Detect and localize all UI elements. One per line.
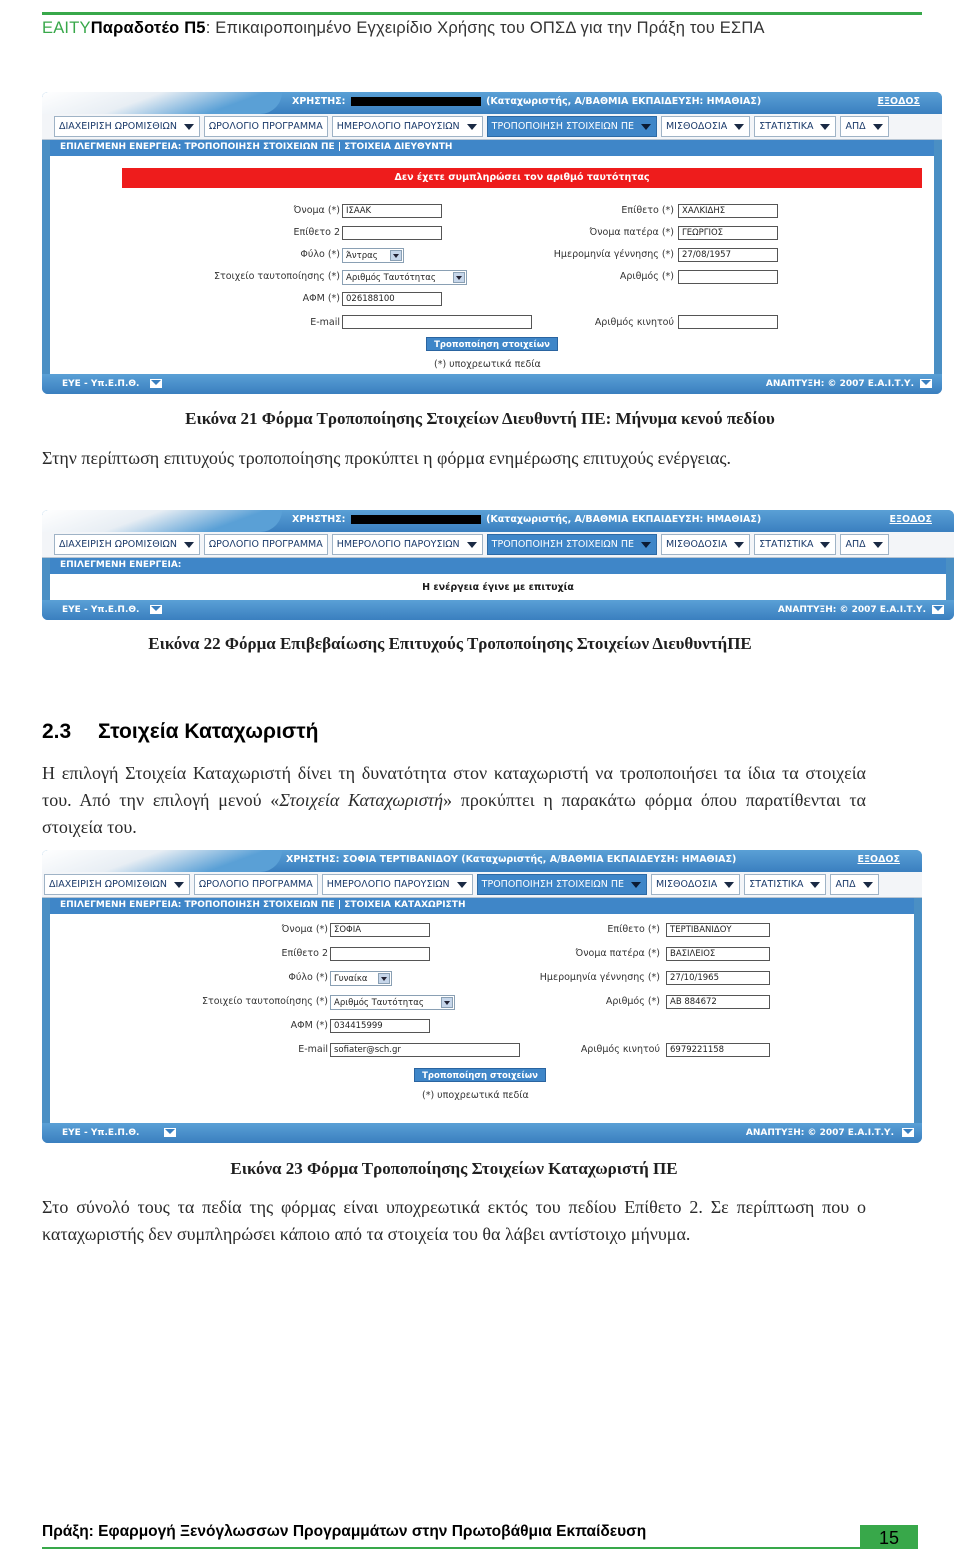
mail-icon[interactable] [150, 605, 162, 614]
menu-timetable[interactable] [204, 116, 328, 137]
submit-button[interactable]: Τροποποίηση στοιχείων [414, 1068, 546, 1082]
chevron-down-icon[interactable] [638, 535, 652, 554]
footer-right: ΑΝΑΠΤΥΞΗ: © 2007 Ε.Α.Ι.Τ.Υ. [745, 1128, 894, 1138]
label-birth: Ημερομηνία γέννησης (*) [539, 972, 660, 983]
chevron-down-icon [441, 997, 453, 1008]
menu-label: ΩΡΟΛΟΓΙΟ ΠΡΟΓΡΑΜΜΑ [208, 121, 323, 132]
footer-left: ΕΥΕ - Υπ.Ε.Π.Θ. [62, 1128, 140, 1138]
top-bar [42, 850, 922, 872]
selected-action-bar: ΕΠΙΛΕΓΜΕΝΗ ΕΝΕΡΓΕΙΑ: [50, 558, 946, 574]
menu-label: ΗΜΕΡΟΛΟΓΙΟ ΠΑΡΟΥΣΙΩΝ [336, 539, 460, 550]
figure-21-caption: Εικόνα 21 Φόρμα Τροποποίησης Στοιχείων Διευθυντή ΠΕ: Μήνυμα κενού πεδίου [185, 409, 775, 428]
menu-attendance[interactable] [332, 116, 483, 137]
label-number: Αριθμός (*) [605, 996, 660, 1007]
input-email[interactable]: sofiater@sch.gr [330, 1043, 520, 1057]
input-email[interactable] [342, 315, 532, 329]
menu-edit-details[interactable] [477, 874, 647, 895]
menu-statistics[interactable] [754, 534, 836, 555]
label-gender: Φύλο (*) [300, 249, 340, 260]
label-gender: Φύλο (*) [288, 972, 328, 983]
menu-label: ΣΤΑΤΙΣΤΙΚΑ [759, 539, 814, 550]
logout-link[interactable]: ΕΞΟΔΟΣ [877, 96, 920, 107]
chevron-down-icon[interactable] [731, 535, 745, 554]
para2-menu-name: Στοιχεία Καταχωριστή [279, 790, 444, 810]
chevron-down-icon[interactable] [628, 875, 642, 894]
menu-attendance[interactable] [332, 534, 483, 555]
document-footer [42, 1523, 922, 1549]
para2-before: Η επιλογή Στοιχεία Καταχωριστή δίνει τη δυνατότητα στον καταχωριστή να τροποποιήσει τα ίδια τα στοιχεία του. Από την επιλογή μενού « [42, 763, 866, 810]
logout-link[interactable]: ΕΞΟΔΟΣ [889, 514, 932, 525]
chevron-down-icon[interactable] [860, 875, 874, 894]
menu-statistics[interactable] [754, 116, 836, 137]
chevron-down-icon[interactable] [807, 875, 821, 894]
menu-hourly-management[interactable] [54, 534, 200, 555]
menu-label: ΑΠΔ [845, 121, 866, 132]
para2-after: » προκύπτει η παρακάτω φόρμα όπου παρατίθενται τα στοιχεία του. [42, 790, 866, 837]
label-afm: ΑΦΜ (*) [290, 1020, 328, 1031]
input-birth[interactable]: 27/10/1965 [666, 971, 770, 985]
chevron-down-icon [453, 272, 465, 283]
mail-icon[interactable] [164, 1128, 176, 1137]
footer-text: Πράξη: Εφαρμογή Ξενόγλωσσων Προγραμμάτων στην Πρωτοβάθμια Εκπαίδευση [42, 1523, 647, 1540]
user-info: ΧΡΗΣΤΗΣ: ΣΟΦΙΑ ΤΕΡΤΙΒΑΝΙΔΟΥ (Καταχωριστής, Α/ΒΑΘΜΙΑ ΕΚΠΑΙΔΕΥΣΗ: ΗΜΑΘΙΑΣ) [286, 854, 737, 865]
chevron-down-icon [390, 250, 402, 261]
form-area [50, 914, 914, 1123]
select-value: Αριθμός Ταυτότητας [346, 273, 436, 283]
menu-label: ΜΙΣΘΟΔΟΣΙΑ [665, 121, 728, 132]
menu-label: ΑΠΔ [835, 879, 856, 890]
chevron-down-icon[interactable] [181, 117, 195, 136]
chevron-down-icon[interactable] [181, 535, 195, 554]
top-bar [42, 510, 954, 532]
menu-label: ΗΜΕΡΟΛΟΓΙΟ ΠΑΡΟΥΣΙΩΝ [326, 879, 450, 890]
footer-right: ΑΝΑΠΤΥΞΗ: © 2007 Ε.Α.Ι.Τ.Υ. [765, 379, 914, 389]
input-name[interactable]: ΙΣΑΑΚ [342, 204, 442, 218]
label-name: Όνομα (*) [281, 924, 328, 935]
footer-bar [42, 374, 942, 394]
input-father[interactable]: ΓΕΩΡΓΙΟΣ [678, 226, 778, 240]
menu-label: ΔΙΑΧΕΙΡΙΣΗ ΩΡΟΜΙΣΘΙΩΝ [49, 879, 167, 890]
document-header [42, 12, 922, 39]
redacted-name [351, 97, 481, 106]
menu-label: ΣΤΑΤΙΣΤΙΚΑ [759, 121, 814, 132]
footer-left: ΕΥΕ - Υπ.Ε.Π.Θ. [62, 379, 140, 389]
header-title-rest: : Επικαιροποιημένο Εγχειρίδιο Χρήσης του ΟΠΣΔ για την Πράξη του ΕΣΠΑ [205, 19, 765, 37]
chevron-down-icon[interactable] [870, 535, 884, 554]
chevron-down-icon[interactable] [721, 875, 735, 894]
footer-left: ΕΥΕ - Υπ.Ε.Π.Θ. [62, 605, 140, 615]
figure-21-screenshot [42, 92, 942, 394]
select-id-type[interactable] [342, 270, 467, 285]
success-message: Η ενέργεια έγινε με επιτυχία [422, 582, 574, 593]
footer-rule [42, 1547, 860, 1549]
main-menu [42, 532, 954, 558]
user-info [292, 96, 761, 107]
label-mobile: Αριθμός κινητού [580, 1044, 660, 1055]
menu-label: ΗΜΕΡΟΛΟΓΙΟ ΠΑΡΟΥΣΙΩΝ [336, 121, 460, 132]
user-prefix: ΧΡΗΣΤΗΣ: [292, 96, 346, 107]
label-mobile: Αριθμός κινητού [594, 317, 674, 328]
paragraph-2 [42, 760, 866, 841]
top-bar [42, 92, 942, 114]
label-father: Όνομα πατέρα (*) [589, 227, 674, 238]
select-gender[interactable] [342, 248, 404, 263]
chevron-down-icon[interactable] [454, 875, 468, 894]
menu-label: ΤΡΟΠΟΠΟΙΗΣΗ ΣΤΟΙΧΕΙΩΝ ΠΕ [481, 879, 624, 890]
chevron-down-icon[interactable] [638, 117, 652, 136]
header-title [42, 17, 922, 39]
chevron-down-icon[interactable] [870, 117, 884, 136]
label-id-type: Στοιχείο ταυτοποίησης (*) [202, 996, 328, 1007]
main-menu [42, 114, 942, 140]
message-area [50, 574, 946, 600]
select-gender[interactable] [330, 971, 392, 986]
label-id-type: Στοιχείο ταυτοποίησης (*) [214, 271, 340, 282]
label-email: E-mail [298, 1044, 328, 1055]
figure-22-screenshot [42, 510, 954, 620]
label-surname: Επίθετο (*) [607, 924, 660, 935]
logo-swoosh [42, 850, 282, 872]
input-mobile[interactable]: 6979221158 [666, 1043, 770, 1057]
input-number[interactable] [678, 270, 778, 284]
menu-edit-details[interactable] [487, 534, 657, 555]
input-birth[interactable]: 27/08/1957 [678, 248, 778, 262]
menu-label: ΤΡΟΠΟΠΟΙΗΣΗ ΣΤΟΙΧΕΙΩΝ ΠΕ [491, 121, 634, 132]
menu-timetable[interactable] [204, 534, 328, 555]
menu-apd[interactable] [840, 116, 888, 137]
logout-link[interactable]: ΕΞΟΔΟΣ [857, 854, 900, 865]
input-surname[interactable]: ΤΕΡΤΙΒΑΝΙΔΟΥ [666, 923, 770, 937]
chevron-down-icon[interactable] [731, 117, 745, 136]
input-mobile[interactable] [678, 315, 778, 329]
chevron-down-icon[interactable] [817, 117, 831, 136]
submit-button[interactable]: Τροποποίηση στοιχείων [426, 337, 558, 351]
section-title: Στοιχεία Καταχωριστή [98, 720, 319, 743]
label-father: Όνομα πατέρα (*) [575, 948, 660, 959]
menu-apd[interactable] [830, 874, 878, 895]
logo-swoosh [42, 92, 282, 114]
mail-icon[interactable] [902, 1128, 914, 1137]
input-father[interactable]: ΒΑΣΙΛΕΙΟΣ [666, 947, 770, 961]
label-birth: Ημερομηνία γέννησης (*) [553, 249, 674, 260]
selected-action-bar: ΕΠΙΛΕΓΜΕΝΗ ΕΝΕΡΓΕΙΑ: ΤΡΟΠΟΠΟΙΗΣΗ ΣΤΟΙΧΕΙΩΝ ΠΕ | ΣΤΟΙΧΕΙΑ ΚΑΤΑΧΩΡΙΣΤΗ [50, 898, 914, 914]
header-deliverable: Παραδοτέο Π5 [90, 19, 206, 37]
section-number: 2.3 [42, 720, 72, 743]
chevron-down-icon[interactable] [817, 535, 831, 554]
figure-23-caption: Εικόνα 23 Φόρμα Τροποποίησης Στοιχείων Καταχωριστή ΠΕ [230, 1159, 678, 1178]
select-id-type[interactable] [330, 995, 455, 1010]
figure-23-screenshot [42, 850, 922, 1143]
menu-label: ΣΤΑΤΙΣΤΙΚΑ [749, 879, 804, 890]
select-value: Άντρας [346, 251, 378, 261]
footer-bar [42, 600, 954, 620]
menu-label: ΩΡΟΛΟΓΙΟ ΠΡΟΓΡΑΜΜΑ [198, 879, 313, 890]
input-afm[interactable]: 026188100 [342, 292, 442, 306]
chevron-down-icon[interactable] [464, 117, 478, 136]
menu-timetable[interactable] [194, 874, 318, 895]
required-note: (*) υποχρεωτικά πεδία [434, 359, 541, 370]
selected-action-bar: ΕΠΙΛΕΓΜΕΝΗ ΕΝΕΡΓΕΙΑ: ΤΡΟΠΟΠΟΙΗΣΗ ΣΤΟΙΧΕΙΩΝ ΠΕ | ΣΤΟΙΧΕΙΑ ΔΙΕΥΘΥΝΤΗ [50, 140, 934, 156]
chevron-down-icon[interactable] [464, 535, 478, 554]
input-afm[interactable]: 034415999 [330, 1019, 430, 1033]
user-role: (Καταχωριστής, Α/ΒΑΘΜΙΑ ΕΚΠΑΙΔΕΥΣΗ: ΗΜΑΘΙΑΣ) [486, 514, 762, 525]
input-surname2[interactable] [342, 226, 442, 240]
menu-payroll[interactable] [651, 874, 740, 895]
header-org: ΕΑΙΤΥ [42, 19, 91, 37]
user-role: (Καταχωριστής, Α/ΒΑΘΜΙΑ ΕΚΠΑΙΔΕΥΣΗ: ΗΜΑΘΙΑΣ) [486, 96, 762, 107]
menu-payroll[interactable] [661, 116, 750, 137]
menu-label: ΔΙΑΧΕΙΡΙΣΗ ΩΡΟΜΙΣΘΙΩΝ [59, 539, 177, 550]
redacted-name [351, 515, 481, 524]
figure-22-caption: Εικόνα 22 Φόρμα Επιβεβαίωσης Επιτυχούς Τροποποίησης Στοιχείων ΔιευθυντήΠΕ [148, 634, 752, 653]
menu-statistics[interactable] [744, 874, 826, 895]
section-heading [42, 720, 318, 744]
paragraph-3: Στο σύνολό τους τα πεδία της φόρμας είναι υποχρεωτικά εκτός του πεδίου Επίθετο 2. Σε περίπτωση που ο καταχωριστής δεν συμπληρώσει κάποιο από τα στοιχεία του θα λάβει αντίστοιχο μήνυμα. [42, 1197, 866, 1244]
label-surname: Επίθετο (*) [621, 205, 674, 216]
user-prefix: ΧΡΗΣΤΗΣ: [292, 514, 346, 525]
paragraph-1: Στην περίπτωση επιτυχούς τροποποίησης προκύπτει η φόρμα ενημέρωσης επιτυχούς ενέργειας. [42, 448, 732, 468]
footer-bar [42, 1123, 922, 1143]
mail-icon[interactable] [150, 379, 162, 388]
label-name: Όνομα (*) [293, 205, 340, 216]
menu-apd[interactable] [840, 534, 888, 555]
select-value: Αριθμός Ταυτότητας [334, 998, 424, 1008]
required-note: (*) υποχρεωτικά πεδία [422, 1090, 529, 1101]
menu-label: ΑΠΔ [845, 539, 866, 550]
label-number: Αριθμός (*) [619, 271, 674, 282]
chevron-down-icon [378, 973, 390, 984]
label-surname2: Επίθετο 2 [281, 948, 328, 959]
menu-attendance[interactable] [322, 874, 473, 895]
label-email: E-mail [310, 317, 340, 328]
input-surname[interactable]: ΧΑΛΚΙΔΗΣ [678, 204, 778, 218]
menu-label: ΜΙΣΘΟΔΟΣΙΑ [655, 879, 718, 890]
chevron-down-icon[interactable] [171, 875, 185, 894]
menu-edit-details[interactable] [487, 116, 657, 137]
input-number[interactable]: ΑΒ 884672 [666, 995, 770, 1009]
form-area [50, 156, 934, 374]
select-value: Γυναίκα [334, 974, 368, 984]
logo-swoosh [42, 510, 282, 532]
label-afm: ΑΦΜ (*) [302, 293, 340, 304]
mail-icon[interactable] [920, 379, 932, 388]
footer-right: ΑΝΑΠΤΥΞΗ: © 2007 Ε.Α.Ι.Τ.Υ. [777, 605, 926, 615]
menu-hourly-management[interactable] [54, 116, 200, 137]
main-menu [42, 872, 922, 898]
page-number: 15 [860, 1525, 918, 1549]
menu-hourly-management[interactable] [44, 874, 190, 895]
label-surname2: Επίθετο 2 [293, 227, 340, 238]
input-name[interactable]: ΣΟΦΙΑ [330, 923, 430, 937]
menu-label: ΩΡΟΛΟΓΙΟ ΠΡΟΓΡΑΜΜΑ [208, 539, 323, 550]
input-surname2[interactable] [330, 947, 430, 961]
menu-label: ΜΙΣΘΟΔΟΣΙΑ [665, 539, 728, 550]
menu-label: ΤΡΟΠΟΠΟΙΗΣΗ ΣΤΟΙΧΕΙΩΝ ΠΕ [491, 539, 634, 550]
error-banner: Δεν έχετε συμπληρώσει τον αριθμό ταυτότητας [122, 168, 922, 188]
mail-icon[interactable] [932, 605, 944, 614]
user-info [292, 514, 761, 525]
menu-payroll[interactable] [661, 534, 750, 555]
menu-label: ΔΙΑΧΕΙΡΙΣΗ ΩΡΟΜΙΣΘΙΩΝ [59, 121, 177, 132]
